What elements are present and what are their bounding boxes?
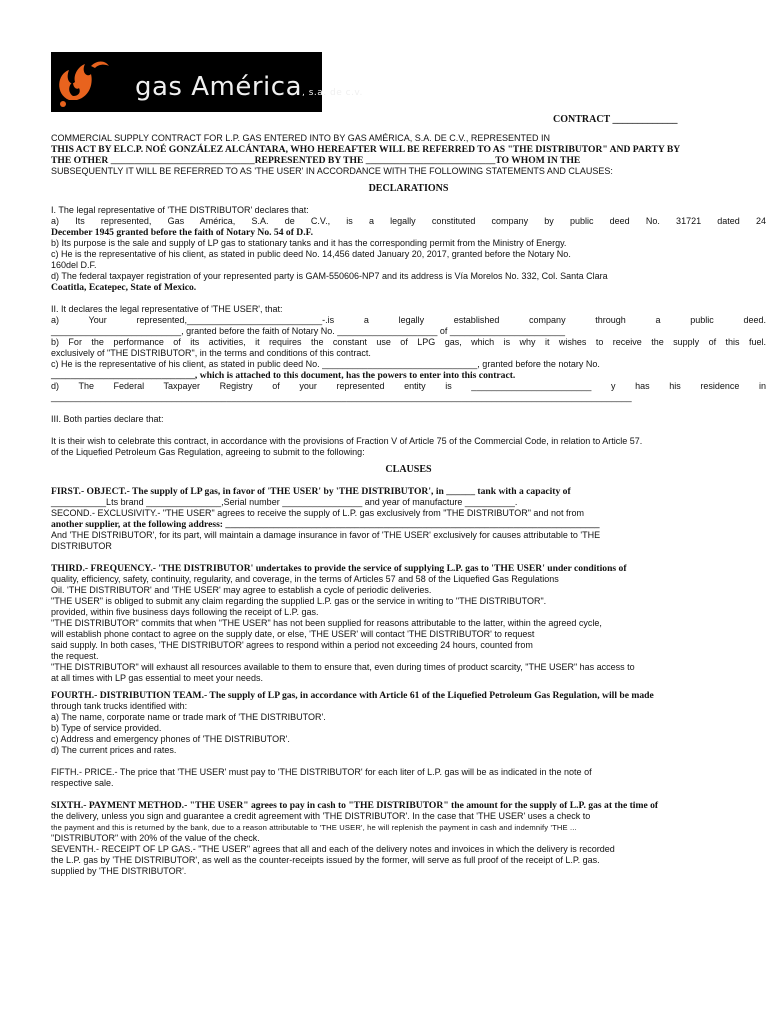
clause-third-l6: "THE DISTRIBUTOR" commits that when "THE USER" has not been supplied for reasons attributable to the latter, within the agreed cycle, [51,618,602,628]
decl-1-a-cont: December 1945 granted before the faith of Notary No. 54 of D.F. [51,227,314,238]
clause-fourth-l2: through tank trucks identified with: [51,701,188,711]
clause-second: SECOND.- EXCLUSIVITY.- "THE USER" agrees to receive the supply of L.P. gas exclusively from "THE DISTRIBUTOR" and not from [51,508,584,518]
clause-seventh-l3: supplied by 'THE DISTRIBUTOR'. [51,866,187,876]
decl-3-heading: III. Both parties declare that: [51,414,164,424]
clause-sixth-l4: "DISTRIBUTOR" with 20% of the value of the check. [51,833,260,843]
decl-1-b: b) Its purpose is the sale and supply of LP gas to stationary tanks and it has the corresponding permit from the Ministry of Energy. [51,238,567,248]
clause-second-l4: DISTRIBUTOR [51,541,112,551]
decl-1-a: a) Its represented, Gas América, S.A. de C.V., is a legally constituted company by public deed No. 31721 dated 24 [51,216,766,226]
decl-2-d: d) The Federal Taxpayer Registry of your represented entity is ________________________ y has his residence in [51,381,766,391]
clause-seventh: SEVENTH.- RECEIPT OF LP GAS.- "THE USER" agrees that all and each of the delivery notes and invoices in which the delivery is recorded [51,844,615,854]
clause-third-l11: at all times with LP gas essential to meet your needs. [51,673,263,683]
decl-2-d-cont: ____________________________________________________________________________________________________________________ [51,392,632,402]
clause-fourth: FOURTH.- DISTRIBUTION TEAM.- The supply of LP gas, in accordance with Article 61 of the Liquefied Petroleum Gas Regulation, will be made [51,690,654,701]
clause-first: FIRST.- OBJECT.- The supply of LP gas, in favor of 'THE USER' by 'THE DISTRIBUTOR', in ______ tank with a capacity of [51,486,571,497]
clause-third-l8: said supply. In both cases, 'THE DISTRIBUTOR' agrees to respond within a period not exceeding 24 hours, counted from [51,640,533,650]
company-logo [51,52,363,112]
decl-1-d-cont: Coatitla, Ecatepec, State of Mexico. [51,282,197,293]
decl-2-c: c) He is the representative of his client, as stated in public deed No. _______________________________, granted before the notary No. [51,359,600,369]
clause-third-l5: provided, within five business days following the receipt of L.P. gas. [51,607,319,617]
clause-first-cont: ___________Lts brand _______________,Serial number ________________ and year of manufacture __________. [51,497,518,507]
clause-fifth: FIFTH.- PRICE.- The price that 'THE USER' must pay to 'THE DISTRIBUTOR' for each liter of L.P. gas will be as indicated in the note of [51,767,592,777]
decl-1-c-cont: 160del D.F. [51,260,97,270]
decl-3-p1: It is their wish to celebrate this contract, in accordance with the provisions of Fraction V of Article 75 of the Commercial Code, in relation to Article 57. [51,436,643,446]
clauses-title: CLAUSES [385,464,432,475]
clause-third-l7: will establish phone contact to agree on the supply date, or else, 'THE USER' will contact 'THE DISTRIBUTOR' to request [51,629,535,639]
clause-third-l10: "THE DISTRIBUTOR" will exhaust all resources available to them to ensure that, even during times of product scarcity, "THE USER" has access to [51,662,635,672]
decl-2-heading: II. It declares the legal representative of 'THE USER', that: [51,304,283,314]
contract-body [51,133,766,877]
clause-third-l4: "THE USER" is obliged to submit any claim regarding the supplied L.P. gas or the service in writing to "THE DISTRIBUTOR". [51,596,547,606]
clause-fourth-l5: c) Address and emergency phones of 'THE DISTRIBUTOR'. [51,734,290,744]
decl-1-heading: I. The legal representative of 'THE DISTRIBUTOR' declares that: [51,205,309,215]
clause-sixth-l2: the delivery, unless you sign and guarantee a credit agreement with 'THE DISTRIBUTOR'. In the case that 'THE USER' uses a check to [51,811,591,821]
decl-2-c-cont: ______________________________, which is attached to this document, has the powers to enter into this contract. [51,370,516,381]
clause-second-l3: And 'THE DISTRIBUTOR', for its part, will maintain a damage insurance in favor of 'THE USER' exclusively for causes attributable to 'THE [51,530,601,540]
intro-line-1: COMMERCIAL SUPPLY CONTRACT FOR L.P. GAS ENTERED INTO BY GAS AMÉRICA, S.A. DE C.V., REPRESENTED IN [51,133,550,143]
decl-2-a-cont: __________________________, granted before the faith of Notary No. ____________________ of _______________________ [51,326,565,336]
decl-2-a: a) Your represented,___________________________-.is a legally established company through a public deed. [51,315,766,325]
intro-line-2: THIS ACT BY ELC.P. NOÉ GONZÁLEZ ALCÁNTARA, WHO HEREAFTER WILL BE REFERRED TO AS "THE DISTRIBUTOR" AND PARTY BY [51,144,681,155]
decl-1-c: c) He is the representative of his client, as stated in public deed No. 14,456 dated January 20, 2017, granted before the Notary No. [51,249,571,259]
clause-sixth: SIXTH.- PAYMENT METHOD.- "THE USER" agrees to pay in cash to "THE DISTRIBUTOR" the amount for the supply of L.P. gas at the time of [51,800,659,811]
intro-line-3: THE OTHER ______________________________REPRESENTED BY THE ___________________________TO WHOM IN THE [51,155,581,166]
clause-third: THIRD.- FREQUENCY.- 'THE DISTRIBUTOR' undertakes to provide the service of supplying L.P. gas to 'THE USER' under conditions of [51,563,627,574]
clause-third-l9: the request. [51,651,99,661]
declarations-title: DECLARATIONS [368,183,449,194]
logo-wordmark: gas América, s.a. de c.v. [135,72,363,102]
clause-third-l3: Oil. 'THE DISTRIBUTOR' and 'THE USER' may agree to establish a cycle of periodic deliveries. [51,585,432,595]
clause-sixth-l3: the payment and this is returned by the bank, due to a reason attributable to 'THE USER', he will replenish the payment in cash and indemnify 'THE ... [51,823,577,832]
clause-fourth-l3: a) The name, corporate name or trade mark of 'THE DISTRIBUTOR'. [51,712,326,722]
decl-1-d: d) The federal taxpayer registration of your represented party is GAM-550606-NP7 and its address is Vía Morelos No. 332, Col. Santa Clara [51,271,608,281]
clause-fourth-l6: d) The current prices and rates. [51,745,177,755]
contract-number-label: CONTRACT _____________ [553,114,678,125]
clause-fifth-l2: respective sale. [51,778,114,788]
intro-line-4: SUBSEQUENTLY IT WILL BE REFERRED TO AS 'THE USER' IN ACCORDANCE WITH THE FOLLOWING STATEMENTS AND CLAUSES: [51,166,613,176]
decl-3-p2: of the Liquefied Petroleum Gas Regulation, agreeing to submit to the following: [51,447,365,457]
clause-fourth-l4: b) Type of service provided. [51,723,162,733]
decl-2-b: b) For the performance of its activities, it requires the constant use of LPG gas, which is why it wishes to receive the supply of this fuel. [51,337,766,347]
decl-2-b-cont: exclusively of "THE DISTRIBUTOR", in the terms and conditions of this contract. [51,348,371,358]
clause-third-l2: quality, efficiency, safety, continuity, regularity, and coverage, in the terms of Articles 57 and 58 of the Liquefied Gas Regulations [51,574,559,584]
clause-seventh-l2: the L.P. gas by 'THE DISTRIBUTOR', as well as the counter-receipts issued by the former, will serve as full proof of the receipt of L.P. gas. [51,855,600,865]
clause-second-address: another supplier, at the following address: ______________________________________________________________________________ [51,519,600,530]
